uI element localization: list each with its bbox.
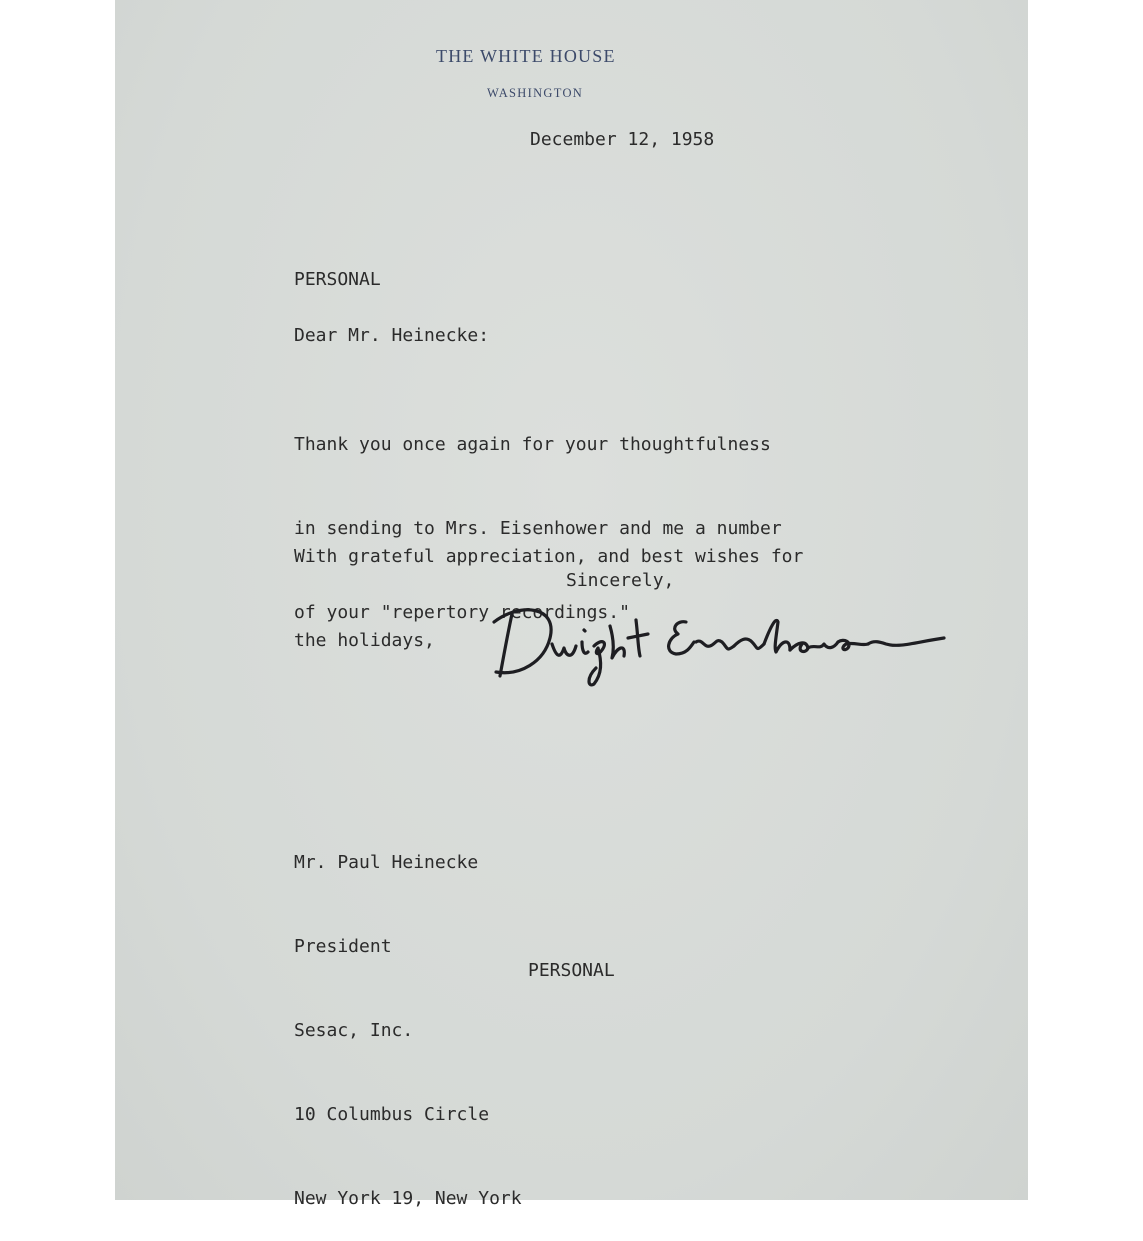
address-line: Mr. Paul Heinecke <box>294 852 479 873</box>
body-line: of your "repertory recordings." <box>294 602 630 623</box>
personal-marking-top: PERSONAL <box>294 269 381 290</box>
body-line: Thank you once again for your thoughtfulness <box>294 434 771 455</box>
personal-marking-bottom: PERSONAL <box>528 960 615 981</box>
handwritten-signature <box>490 592 960 692</box>
letterhead-title: THE WHITE HOUSE <box>436 46 616 66</box>
body-line: the holidays, <box>294 630 435 651</box>
body-line: With grateful appreciation, and best wishes for <box>294 546 804 567</box>
address-line: Sesac, Inc. <box>294 1020 414 1041</box>
recipient-address <box>294 793 522 1241</box>
address-line: New York 19, New York <box>294 1188 522 1209</box>
closing: Sincerely, <box>566 570 675 591</box>
address-line: 10 Columbus Circle <box>294 1104 490 1125</box>
body-line: in sending to Mrs. Eisenhower and me a number <box>294 518 782 539</box>
salutation: Dear Mr. Heinecke: <box>294 325 490 346</box>
letterhead-city: WASHINGTON <box>487 86 584 100</box>
address-line: President <box>294 936 392 957</box>
letter-date: December 12, 1958 <box>530 129 715 150</box>
